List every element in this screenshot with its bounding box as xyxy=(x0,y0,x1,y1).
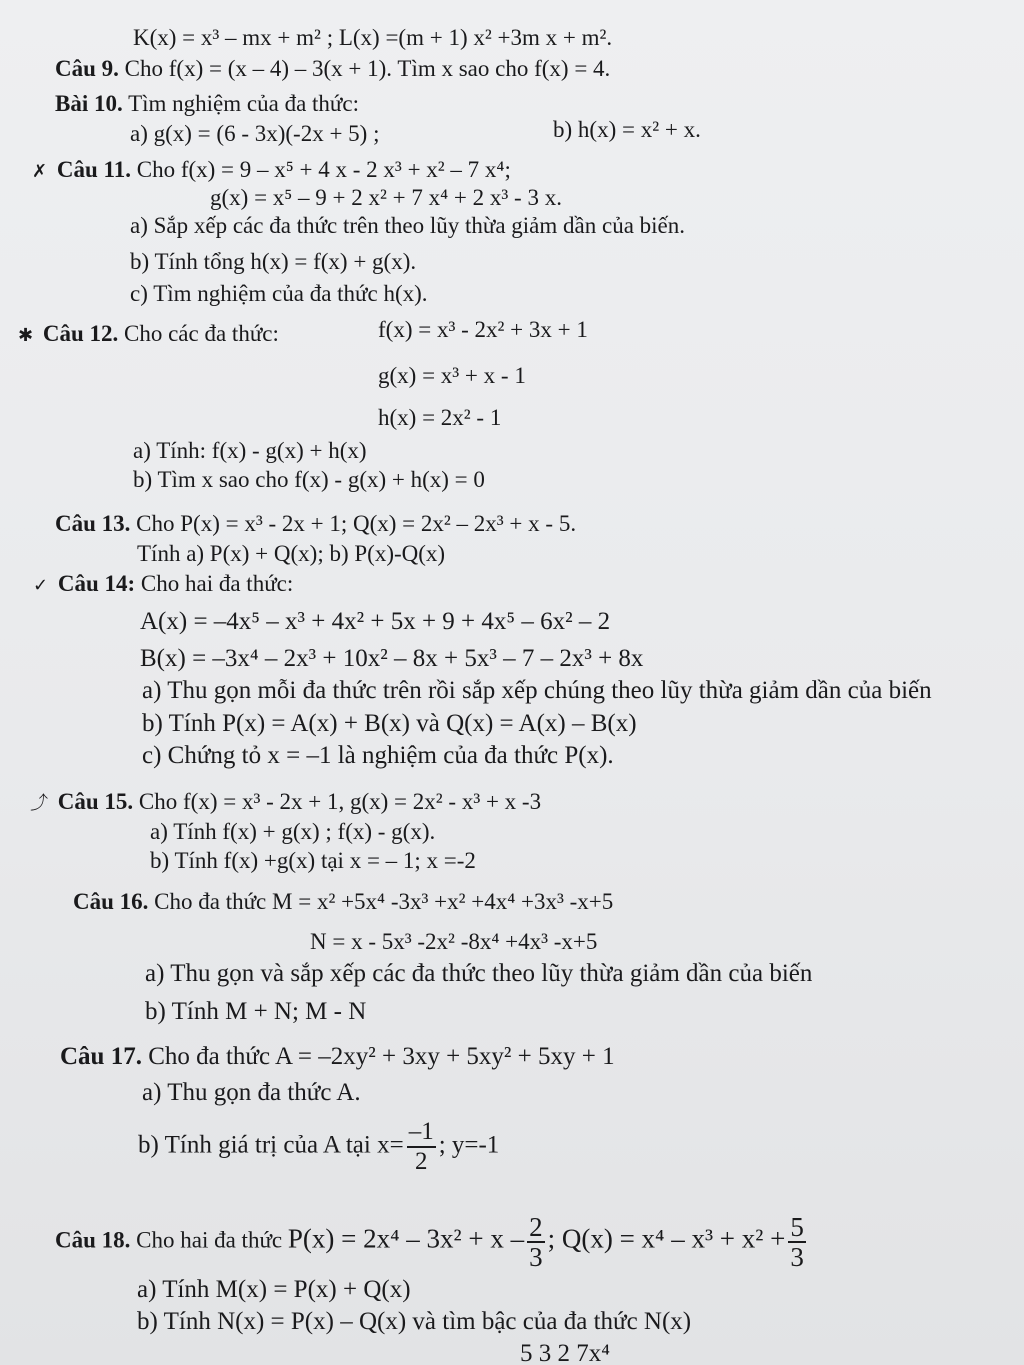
fraction-numerator: –1 xyxy=(407,1118,436,1148)
question-label: Câu 16. xyxy=(73,889,149,914)
question-14-a xyxy=(140,608,610,636)
part-a-text: a) g(x) = (6 - 3x)(-2x + 5) ; xyxy=(130,121,380,146)
question-text: Cho f(x) = x³ - 2x + 1, g(x) = 2x² - x³ + x -3 xyxy=(138,789,542,814)
part-a-text: a) Thu gọn mỗi đa thức trên rồi sắp xếp chúng theo lũy thừa giảm dần của biến xyxy=(142,677,932,704)
part-b-text: b) Tính P(x) = A(x) + B(x) và Q(x) = A(x) – B(x) xyxy=(142,710,637,737)
question-17 xyxy=(60,1043,615,1071)
question-label: Câu 15. xyxy=(57,789,134,814)
fraction-denominator: 2 xyxy=(414,1148,428,1175)
part-b-text: b) Tính f(x) +g(x) tại x = – 1; x =-2 xyxy=(150,848,476,873)
f-definition: f(x) = x³ - 2x² + 3x + 1 xyxy=(378,317,588,342)
check-mark-icon: ✗ xyxy=(32,161,48,182)
question-text: Cho P(x) = x³ - 2x + 1; Q(x) = 2x² – 2x³ + x - 5. xyxy=(136,511,577,536)
question-16-part-b xyxy=(145,998,366,1026)
exercise-10-part-b xyxy=(553,116,701,144)
exercise-text: Tìm nghiệm của đa thức: xyxy=(128,91,359,116)
a-definition: A(x) = –4x⁵ – x³ + 4x² + 5x + 9 + 4x⁵ – 6x² – 2 xyxy=(140,608,611,635)
question-11-part-b xyxy=(130,248,416,276)
part-b-text: b) Tìm x sao cho f(x) - g(x) + h(x) = 0 xyxy=(133,467,485,492)
text-k-l: K(x) = x³ – mx + m² ; L(x) =(m + 1) x² +3m x + m². xyxy=(133,25,613,50)
question-13-parts xyxy=(137,540,445,568)
part-a-text: a) Tính M(x) = P(x) + Q(x) xyxy=(137,1276,411,1303)
part-b-text: b) Tính tổng h(x) = f(x) + g(x). xyxy=(130,249,417,274)
question-13 xyxy=(55,510,576,538)
question-12-part-b xyxy=(133,466,485,494)
question-15-part-a xyxy=(150,818,435,846)
question-17-part-b xyxy=(138,1118,499,1176)
question-label: Câu 11. xyxy=(56,157,131,182)
part-c-text: c) Tìm nghiệm của đa thức h(x). xyxy=(130,281,428,306)
question-14-part-c xyxy=(142,742,614,770)
fraction-denominator: 3 xyxy=(790,1242,804,1272)
question-12-f xyxy=(378,316,588,344)
check-mark-icon: ✓ xyxy=(33,575,49,596)
question-12-part-a xyxy=(133,437,367,465)
question-14-b xyxy=(140,645,643,673)
question-16 xyxy=(73,888,613,916)
p-definition: P(x) = 2x⁴ – 3x² + x – xyxy=(287,1223,525,1254)
question-text: Cho các đa thức: xyxy=(124,321,279,346)
star-mark-icon: ✱ xyxy=(18,325,34,346)
part-b-text: b) Tính N(x) = P(x) – Q(x) và tìm bậc của đa thức N(x) xyxy=(137,1308,692,1335)
part-a-text: a) Sắp xếp các đa thức trên theo lũy thừa giảm dần của biến. xyxy=(130,213,685,238)
part-a-text: a) Thu gọn đa thức A. xyxy=(142,1079,361,1106)
question-12-h xyxy=(378,404,501,432)
fraction-x-value xyxy=(407,1118,436,1176)
question-14-part-a xyxy=(142,677,932,705)
h-definition: h(x) = 2x² - 1 xyxy=(378,405,502,430)
question-14 xyxy=(33,570,293,600)
question-label: Câu 13. xyxy=(55,511,131,536)
b-definition: B(x) = –3x⁴ – 2x³ + 10x² – 8x + 5x³ – 7 – 2x³ + 8x xyxy=(140,645,644,672)
question-12 xyxy=(18,320,279,350)
arrow-mark-icon: ⤴ xyxy=(30,793,48,814)
fraction-numerator: 5 xyxy=(790,1212,804,1242)
question-text: Cho hai đa thức xyxy=(136,1227,283,1253)
cut-off-bottom-line xyxy=(520,1340,610,1365)
exercise-10-part-a xyxy=(130,120,379,148)
question-11-part-c xyxy=(130,280,428,308)
exercise-10 xyxy=(55,90,359,118)
question-label: Câu 14: xyxy=(57,571,136,596)
fraction-q xyxy=(788,1213,806,1271)
question-15 xyxy=(30,788,541,818)
fraction-denominator: 3 xyxy=(529,1242,543,1272)
question-text: Cho f(x) = 9 – x⁵ + 4 x - 2 x³ + x² – 7 x⁴; xyxy=(136,157,511,182)
question-label: Câu 17. xyxy=(60,1043,142,1070)
question-18-part-b xyxy=(137,1308,691,1336)
line-k-l-definitions xyxy=(133,24,612,52)
question-11-g xyxy=(210,184,562,212)
exercise-label: Bài 10. xyxy=(55,91,123,116)
part-b-suffix: ; y=-1 xyxy=(438,1131,500,1159)
g-definition: g(x) = x³ + x - 1 xyxy=(378,363,526,388)
part-b-text: b) Tính giá trị của A tại x= xyxy=(138,1131,404,1159)
parts-text: Tính a) P(x) + Q(x); b) P(x)-Q(x) xyxy=(137,541,446,566)
question-text: Cho đa thức A = –2xy² + 3xy + 5xy² + 5xy + 1 xyxy=(148,1043,615,1070)
n-definition: N = x - 5x³ -2x² -8x⁴ +4x³ -x+5 xyxy=(310,929,598,954)
part-c-text: c) Chứng tỏ x = –1 là nghiệm của đa thức P(x). xyxy=(142,742,614,769)
q-definition: ; Q(x) = x⁴ – x³ + x² + xyxy=(547,1223,786,1254)
fraction-numerator: 2 xyxy=(529,1212,543,1242)
part-a-text: a) Thu gọn và sắp xếp các đa thức theo lũy thừa giảm dần của biến xyxy=(145,960,813,987)
question-15-part-b xyxy=(150,847,476,875)
question-18-part-a xyxy=(137,1276,411,1304)
part-b-text: b) h(x) = x² + x. xyxy=(553,117,701,142)
question-9 xyxy=(55,55,610,83)
question-12-g xyxy=(378,362,526,390)
part-a-text: a) Tính: f(x) - g(x) + h(x) xyxy=(133,438,367,463)
question-text: Cho f(x) = (x – 4) – 3(x + 1). Tìm x sao cho f(x) = 4. xyxy=(124,56,611,81)
question-17-part-a xyxy=(142,1079,361,1107)
question-11-part-a xyxy=(130,212,685,240)
g-definition: g(x) = x⁵ – 9 + 2 x² + 7 x⁴ + 2 x³ - 3 x. xyxy=(210,185,562,210)
question-text: Cho hai đa thức: xyxy=(140,571,294,596)
question-18 xyxy=(55,1213,809,1271)
part-a-text: a) Tính f(x) + g(x) ; f(x) - g(x). xyxy=(150,819,436,844)
cut-off-text: 5 3 2 7x⁴ xyxy=(520,1340,610,1365)
question-label: Câu 18. xyxy=(55,1227,131,1253)
question-16-n xyxy=(310,928,597,956)
fraction-p xyxy=(527,1213,545,1271)
question-11 xyxy=(32,156,511,186)
question-label: Câu 9. xyxy=(55,56,119,81)
question-label: Câu 12. xyxy=(42,321,119,346)
question-16-part-a xyxy=(145,960,812,988)
question-text: Cho đa thức M = x² +5x⁴ -3x³ +x² +4x⁴ +3x³ -x+5 xyxy=(154,889,614,914)
part-b-text: b) Tính M + N; M - N xyxy=(145,998,367,1025)
question-14-part-b xyxy=(142,710,637,738)
